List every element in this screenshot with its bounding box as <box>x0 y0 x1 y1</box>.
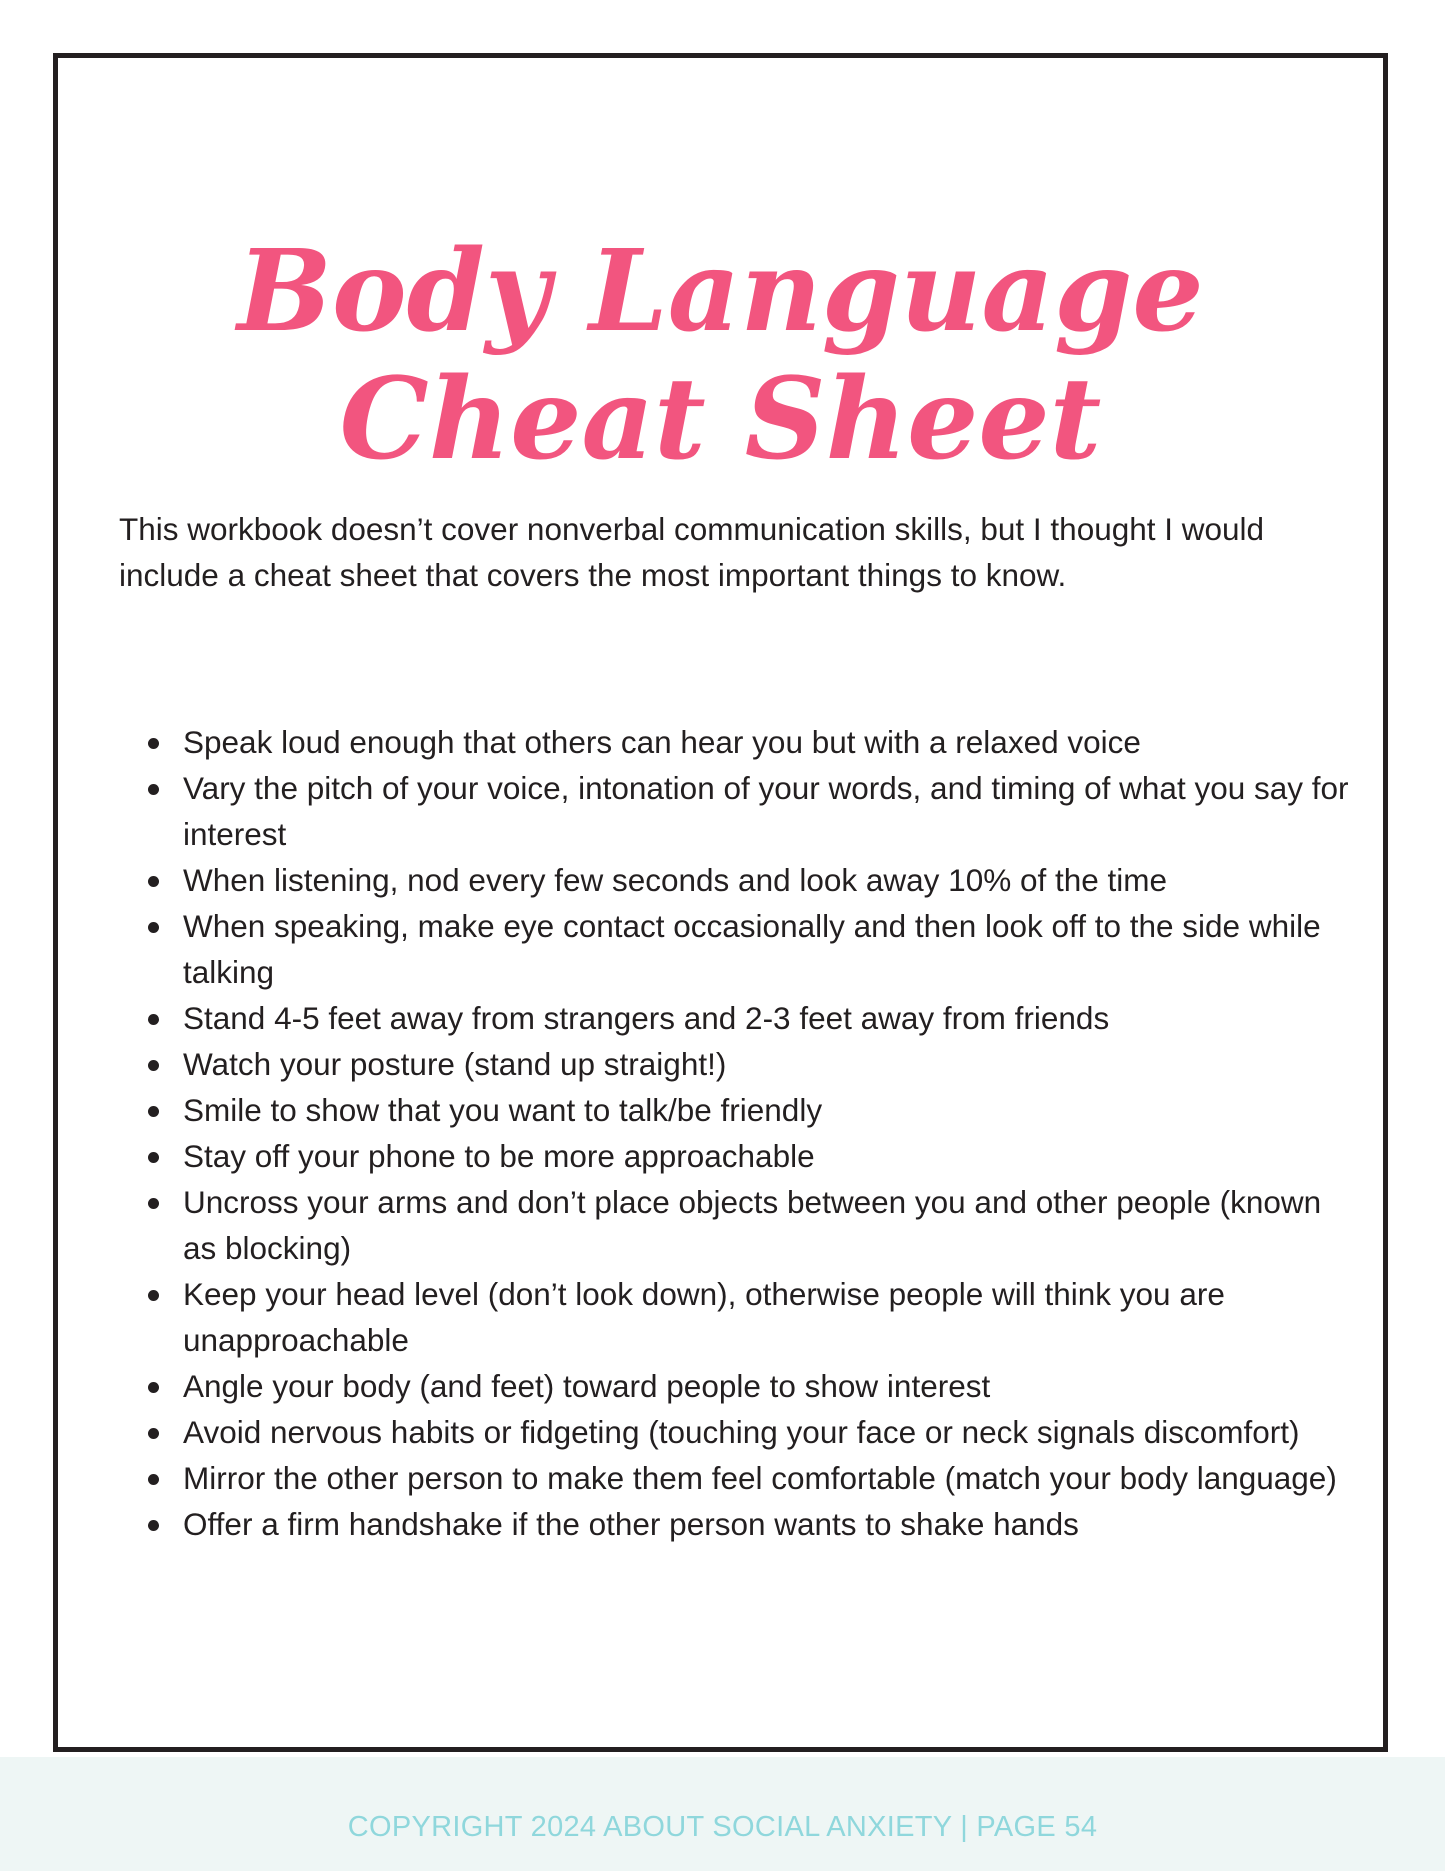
tip-text: Speak loud enough that others can hear you but with a relaxed voice <box>183 724 1141 760</box>
bullet-icon <box>148 1198 159 1209</box>
tip-text: Mirror the other person to make them feel comfortable (match your body language) <box>183 1460 1337 1496</box>
tip-text: Vary the pitch of your voice, intonation of your words, and timing of what you say for interest <box>183 770 1349 852</box>
list-item <box>119 995 1349 1041</box>
bullet-icon <box>148 738 159 749</box>
tip-text: Keep your head level (don’t look down), otherwise people will think you are unapproachable <box>183 1276 1225 1358</box>
footer-copyright: COPYRIGHT 2024 ABOUT SOCIAL ANXIETY | PAGE 54 <box>347 1811 1098 1843</box>
list-item <box>119 1179 1349 1271</box>
tip-text: Avoid nervous habits or fidgeting (touching your face or neck signals discomfort) <box>183 1414 1300 1450</box>
bullet-icon <box>148 1290 159 1301</box>
list-item <box>119 1363 1349 1409</box>
list-item <box>119 1455 1349 1501</box>
bullet-icon <box>148 922 159 933</box>
tip-text: When listening, nod every few seconds and look away 10% of the time <box>183 862 1168 898</box>
bullet-icon <box>148 876 159 887</box>
list-item <box>119 1271 1349 1363</box>
tip-text: Stay off your phone to be more approachable <box>183 1138 815 1174</box>
intro-paragraph: This workbook doesn’t cover nonverbal communication skills, but I thought I would include a cheat sheet that covers the most important things to know. <box>119 511 1265 593</box>
page-frame <box>53 53 1388 1752</box>
list-item <box>119 1133 1349 1179</box>
list-item <box>119 903 1349 995</box>
list-item <box>119 1087 1349 1133</box>
page-title-line-1: Body Language <box>237 226 1204 358</box>
bullet-icon <box>148 1152 159 1163</box>
bullet-icon <box>148 1060 159 1071</box>
page-footer <box>0 1757 1445 1871</box>
list-item <box>119 765 1349 857</box>
tips-list <box>119 719 1349 1547</box>
bullet-icon <box>148 1520 159 1531</box>
page-title <box>58 228 1383 484</box>
list-item <box>119 719 1349 765</box>
tip-text: When speaking, make eye contact occasionally and then look off to the side while talking <box>183 908 1321 990</box>
list-item <box>119 1501 1349 1547</box>
tip-text: Angle your body (and feet) toward people to show interest <box>183 1368 991 1404</box>
tip-text: Stand 4-5 feet away from strangers and 2-3 feet away from friends <box>183 1000 1110 1036</box>
tip-text: Offer a firm handshake if the other person wants to shake hands <box>183 1506 1079 1542</box>
list-item <box>119 1041 1349 1087</box>
tip-text: Watch your posture (stand up straight!) <box>183 1046 727 1082</box>
bullet-icon <box>148 784 159 795</box>
list-item <box>119 1409 1349 1455</box>
bullet-icon <box>148 1474 159 1485</box>
bullet-icon <box>148 1106 159 1117</box>
list-item <box>119 857 1349 903</box>
bullet-icon <box>148 1382 159 1393</box>
bullet-icon <box>148 1428 159 1439</box>
tip-text: Smile to show that you want to talk/be friendly <box>183 1092 823 1128</box>
page-title-line-2: Cheat Sheet <box>339 354 1102 486</box>
tip-text: Uncross your arms and don’t place objects between you and other people (known as blocking) <box>183 1184 1322 1266</box>
bullet-icon <box>148 1014 159 1025</box>
